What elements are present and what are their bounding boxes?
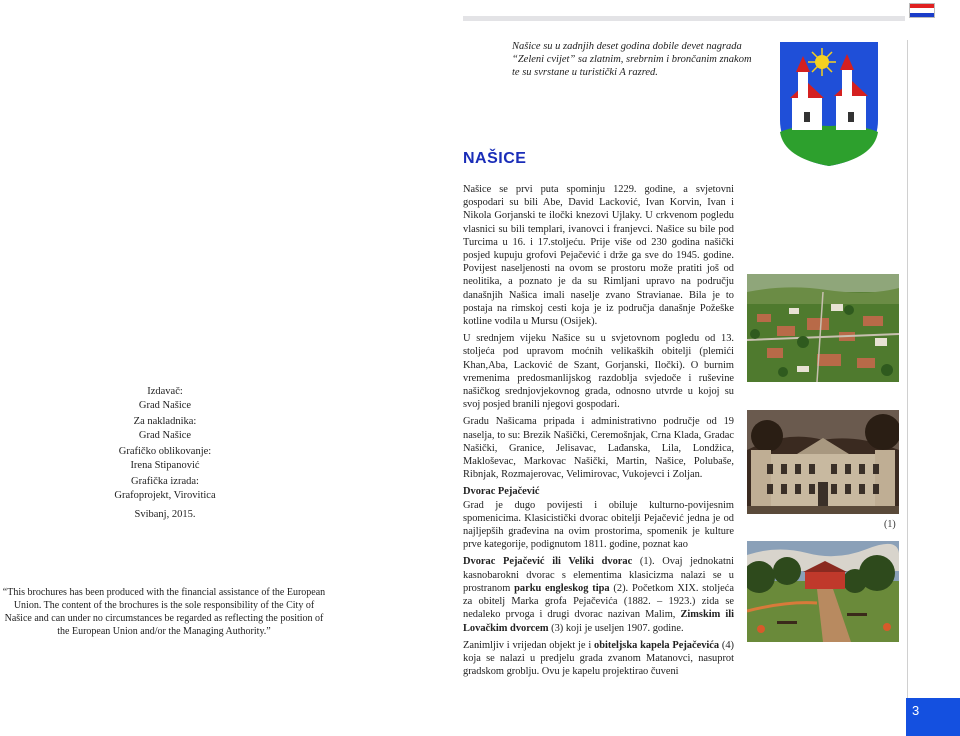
imprint-label: Izdavač: xyxy=(147,386,183,397)
paragraph: U srednjem vijeku Našice su u svjetovnom pogledu od 13. stoljeća pod upravom moćnih velikaških obitelji (plemići Khan,Aba, Lacković de Szant, Gorjanski, Iločki). O burnim vremenima predosmanlijskog razdoblja svjedoče i ruševine našičkog srednjovjekovnog grada, odnosno utvrde u kojoj su svoj posjed branili njegovi gospodari. xyxy=(463,333,734,411)
article-body xyxy=(463,183,734,682)
photo-caption: (1) xyxy=(884,519,896,530)
intro-quote: Našice su u zadnjih deset godina dobile devet nagrada “Zeleni cvijet” sa zlatnim, srebrnim i brončanim znakom te su svrstane u turistički A razred. xyxy=(512,41,752,78)
emphasis: parku engleskog tipa xyxy=(514,582,610,594)
imprint-value: Grad Našice xyxy=(138,429,192,441)
paragraph xyxy=(463,555,734,634)
paragraph: Grad je dugo povijesti i obiluje kulturno-povijesnim spomenicima. Klasicistički dvorac obitelji Pejačević jedna je od najljepših građevina na ovim prostorima, spomenik je kulture prve kategorije, podignutom 1811. godine, poznat kao xyxy=(463,499,734,551)
sun-icon xyxy=(808,48,836,76)
park-photo xyxy=(747,541,899,642)
page-number: 3 xyxy=(912,703,920,718)
imprint-label: Za nakladnika: xyxy=(133,416,197,427)
paragraph: Našice se prvi puta spominju 1229. godine, a svjetovni gospodari su bili Abe, David Lacković, Ivan Korvin, Ivan i Nikola Gorjanski te iločki knezovi Ujlaky. U crkvenom pogledu vlasnici su bili templari, ivanovci i franjevci. Našice su bile pod Turcima u 16. i 17.stoljeću. Prije više od 230 godina našički posjed kupuju grofovi Pejačević i drže ga sve do 1945. godine. Povijest naseljenosti na ovom se prostoru može pratiti još od neolitika, a poznato je da su Rimljani upravo na području današnjih Našica imali naselje zvano Stravianae. Bila je to postaja na rimskoj cesti koja je iz područja današnje Požeške kotline vodila u Mursu (Osijek). xyxy=(463,184,734,328)
emphasis: Zimskim ili Lovačkim dvorcem xyxy=(463,609,734,634)
page-number-badge xyxy=(906,698,960,736)
croatian-flag-icon[interactable] xyxy=(909,3,935,18)
imprint-value: Grad Našice xyxy=(138,399,192,411)
emphasis: obiteljska kapela Pejačevića xyxy=(594,639,720,651)
text-run: Zanimljiv i vrijedan objekt je i xyxy=(463,639,595,651)
text-run: (3) koji je useljen 1907. godine. xyxy=(548,622,684,634)
section-heading: Dvorac Pejačević xyxy=(463,486,540,498)
imprint xyxy=(90,385,240,525)
paragraph: Gradu Našicama pripada i administrativno područje od 19 naselja, to su: Brezik Našički, Ceremošnjak, Crna Klada, Gradac Našički, Granice, Jelisavac, Lađanska, Lila, Londžica, Makloševac, Markovac Našički, Martin, Našice, Polubaše, Ribnjak, Rozmajerovac, Velimirovac, Vukojevci i Zoljan. xyxy=(463,416,734,481)
top-rule xyxy=(463,16,905,21)
coat-of-arms-icon xyxy=(778,40,880,168)
text-run: (2). Početkom XIX. stoljeća za obitelj Marka grofa Pejačevića (1882. – 1923.) zida se nedaleko prvoga i drugi dvorac nazivan Malim, xyxy=(463,582,734,621)
imprint-value: Grafoprojekt, Virovitica xyxy=(114,489,216,501)
imprint-label: Grafička izrada: xyxy=(131,476,199,487)
aerial-town-photo xyxy=(747,274,899,382)
column-divider xyxy=(907,40,908,730)
imprint-date: Svibanj, 2015. xyxy=(134,509,196,520)
text-run: (1). Ovaj jednokatni kasnobarokni dvorac s elementima klasicizma nalazi se u prostranom xyxy=(463,556,734,594)
castle-photo xyxy=(747,410,899,514)
paragraph xyxy=(463,639,734,679)
emphasis: Dvorac Pejačević ili Veliki dvorac xyxy=(463,556,633,568)
imprint-value: Irena Stipanović xyxy=(130,459,200,471)
page-title: NAŠICE xyxy=(463,150,527,167)
eu-disclaimer: “This brochures has been produced with the financial assistance of the European Union. The content of the brochures is the sole responsibility of the City of Našice and can under no circumstances be regarded as reflecting the position of the European Union and/or the Managing Authority.” xyxy=(2,587,326,637)
imprint-label: Grafičko oblikovanje: xyxy=(118,446,212,457)
text-run: (4) koja se nalazi u predjelu grada zvanom Matanovci, nasuprot gradskom groblju. Ovu je kapelu projektirao čuveni xyxy=(463,639,735,678)
